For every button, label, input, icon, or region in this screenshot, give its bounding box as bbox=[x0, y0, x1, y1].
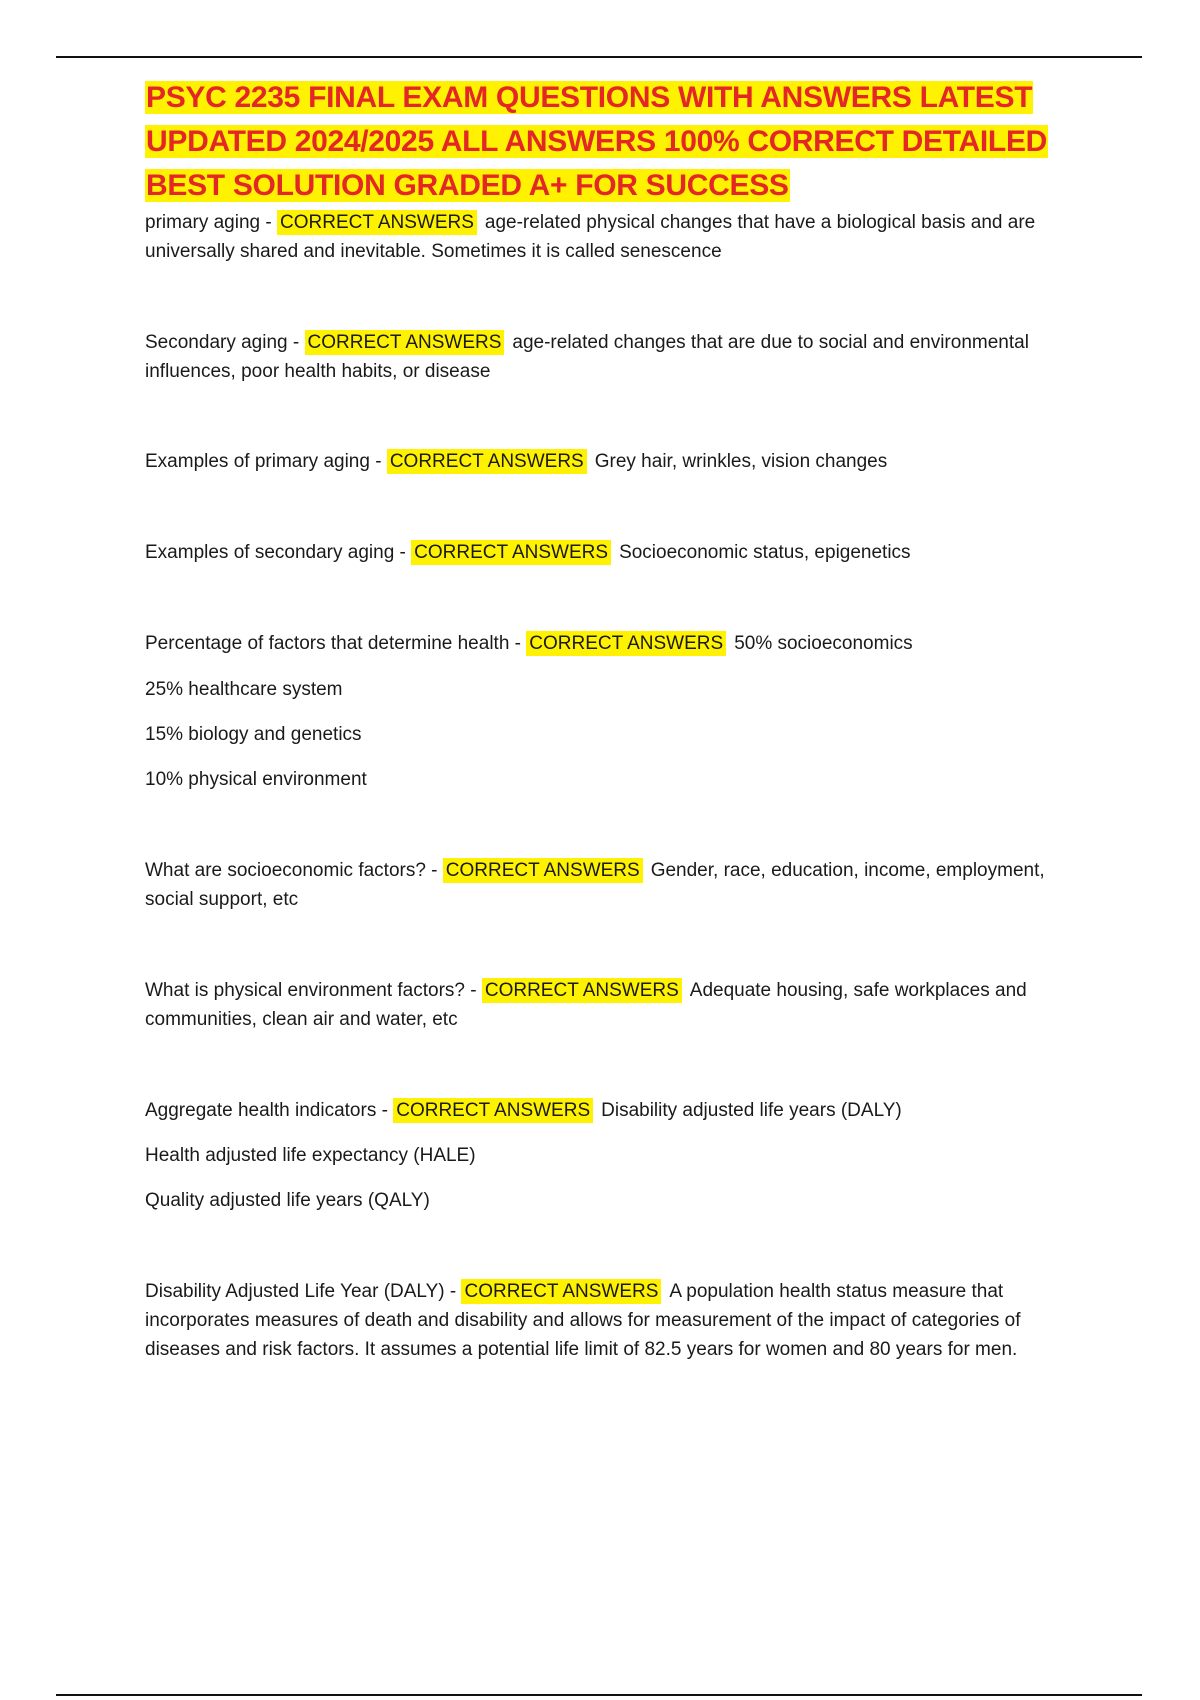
title-highlight: PSYC 2235 FINAL EXAM QUESTIONS WITH ANSWERS LATEST UPDATED 2024/2025 ALL ANSWERS 100% CORRECT DETAILED BEST SOLUTION GRADED A+ FOR SUCCESS bbox=[146, 81, 1048, 202]
answer-extra-line: Health adjusted life expectancy (HALE) bbox=[145, 1145, 476, 1166]
document-content bbox=[145, 76, 1085, 1364]
answer-text: Grey hair, wrinkles, vision changes bbox=[594, 451, 888, 472]
question-term: primary aging bbox=[145, 212, 261, 233]
separator: - bbox=[287, 332, 305, 353]
qa-line bbox=[145, 1277, 1085, 1364]
answer-text: Disability adjusted life years (DALY) bbox=[601, 1100, 902, 1121]
question-term: Examples of secondary aging bbox=[145, 542, 395, 563]
qa-line bbox=[145, 447, 1085, 476]
qa-line bbox=[145, 328, 1085, 386]
answer-text: Gender, race, education, income, employment, social support, etc bbox=[145, 860, 1045, 910]
top-rule bbox=[56, 56, 1142, 58]
question-term: Examples of primary aging bbox=[145, 451, 370, 472]
correct-answers-badge: CORRECT ANSWERS bbox=[461, 1279, 661, 1304]
qa-line bbox=[145, 856, 1085, 914]
qa-line bbox=[145, 538, 1085, 567]
correct-answers-badge: CORRECT ANSWERS bbox=[305, 330, 505, 355]
answer-text: Socioeconomic status, epigenetics bbox=[619, 542, 911, 563]
separator: - bbox=[369, 451, 387, 472]
correct-answers-badge: CORRECT ANSWERS bbox=[411, 540, 611, 565]
qa-line bbox=[145, 976, 1085, 1034]
qa-item bbox=[145, 208, 1085, 266]
question-term: What are socioeconomic factors? bbox=[145, 860, 426, 881]
qa-item bbox=[145, 976, 1085, 1034]
separator: - bbox=[394, 542, 412, 563]
qa-item bbox=[145, 856, 1085, 914]
bottom-rule bbox=[56, 1694, 1142, 1696]
qa-item bbox=[145, 538, 1085, 567]
correct-answers-badge: CORRECT ANSWERS bbox=[387, 449, 587, 474]
qa-item bbox=[145, 447, 1085, 476]
document-title bbox=[145, 76, 1085, 208]
correct-answers-badge: CORRECT ANSWERS bbox=[393, 1098, 593, 1123]
answer-text: age-related changes that are due to social and environmental influences, poor health habits, or disease bbox=[145, 332, 1029, 382]
separator: - bbox=[509, 633, 527, 654]
qa-item bbox=[145, 328, 1085, 386]
answer-text: Adequate housing, safe workplaces and communities, clean air and water, etc bbox=[145, 980, 1027, 1030]
question-term: Disability Adjusted Life Year (DALY) bbox=[145, 1281, 445, 1302]
question-term: Percentage of factors that determine health bbox=[145, 633, 510, 654]
qa-line bbox=[145, 1096, 1085, 1125]
separator: - bbox=[444, 1281, 462, 1302]
question-term: What is physical environment factors? bbox=[145, 980, 465, 1001]
answer-extra-line: 10% physical environment bbox=[145, 769, 367, 790]
separator: - bbox=[376, 1100, 394, 1121]
question-term: Aggregate health indicators bbox=[145, 1100, 377, 1121]
separator: - bbox=[464, 980, 482, 1001]
separator: - bbox=[260, 212, 277, 233]
qa-item bbox=[145, 1096, 1085, 1215]
answer-extra-line: 25% healthcare system bbox=[145, 679, 343, 700]
answer-text: age-related physical changes that have a biological basis and are universally shared and inevitable. Sometimes it is called senescence bbox=[145, 212, 1036, 262]
qa-line bbox=[145, 629, 1085, 658]
qa-item bbox=[145, 629, 1085, 794]
correct-answers-badge: CORRECT ANSWERS bbox=[482, 978, 682, 1003]
correct-answers-badge: CORRECT ANSWERS bbox=[277, 210, 477, 235]
separator: - bbox=[425, 860, 443, 881]
correct-answers-badge: CORRECT ANSWERS bbox=[443, 858, 643, 883]
correct-answers-badge: CORRECT ANSWERS bbox=[526, 631, 726, 656]
answer-extra-line: Quality adjusted life years (QALY) bbox=[145, 1190, 430, 1211]
answer-text: A population health status measure that incorporates measures of death and disability and allows for measurement of the impact of categories of diseases and risk factors. It assumes a potential life limit of 82.5 years for women and 80 years for men. bbox=[145, 1281, 1021, 1360]
answer-extra-line: 15% biology and genetics bbox=[145, 724, 362, 745]
question-term: Secondary aging bbox=[145, 332, 288, 353]
answer-text: 50% socioeconomics bbox=[734, 633, 913, 654]
qa-line bbox=[145, 208, 1085, 266]
qa-item bbox=[145, 1277, 1085, 1364]
